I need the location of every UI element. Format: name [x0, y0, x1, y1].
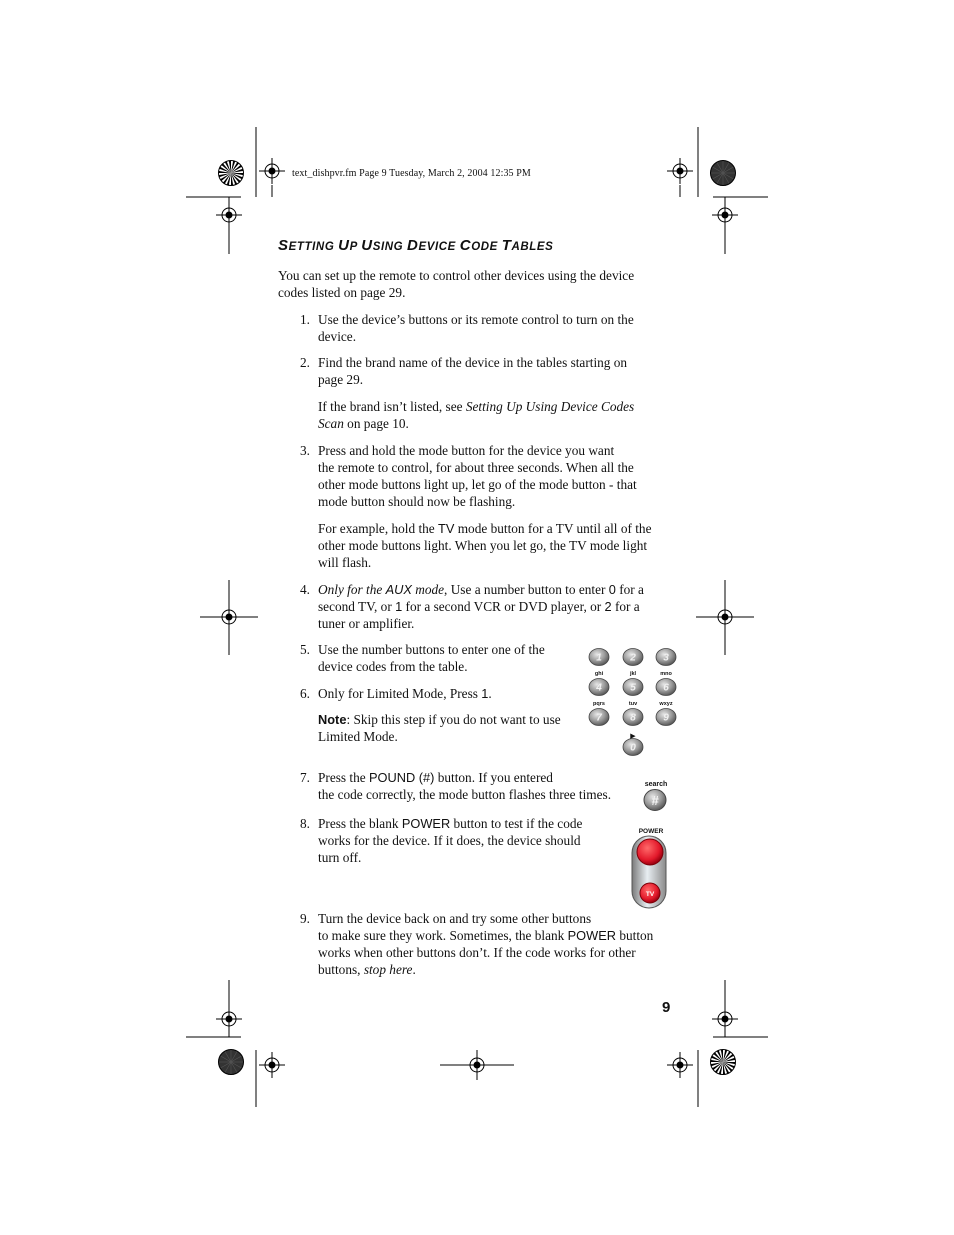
key-letters-wxyz: wxyz	[659, 701, 673, 707]
step-6-note: Note: Skip this step if you do not want to use Limited Mode.	[318, 712, 561, 744]
step-7-text: Press the POUND (#) button. If you entered the code correctly, the mode button flashes three times.	[318, 770, 612, 802]
solid-target-mark	[219, 1050, 244, 1075]
note-label: Note	[318, 712, 347, 727]
key-9-label: 9	[663, 712, 669, 724]
tv-label: TV	[645, 891, 655, 898]
step-6-text: Only for Limited Mode, Press 1.	[318, 686, 492, 701]
step-7-number: 7.	[300, 770, 310, 785]
registration-mark	[216, 202, 242, 228]
pound-symbol: #	[651, 793, 659, 808]
registration-mark	[667, 1052, 693, 1078]
key-letters-pqrs: pqrs	[593, 701, 605, 707]
registration-mark	[712, 1006, 738, 1032]
registration-mark	[216, 1006, 242, 1032]
key-6-label: 6	[663, 682, 669, 694]
step-3-example: For example, hold the TV mode button for a TV until all of the other mode buttons light. When you let go, the TV mode light will flash.	[318, 521, 652, 570]
star-target-mark	[711, 1050, 736, 1075]
search-label: search	[644, 781, 668, 788]
key-3-label: 3	[663, 652, 669, 664]
section-title: SETTING UP USING DEVICE CODE TABLES	[278, 237, 554, 254]
play-icon: ▶	[630, 732, 636, 740]
registration-mark	[259, 1052, 285, 1078]
key-7-label: 7	[596, 712, 602, 724]
step-6-number: 6.	[300, 686, 310, 701]
step-3-number: 3.	[300, 443, 310, 458]
key-letters-ghi: ghi	[594, 671, 604, 677]
step-2-number: 2.	[300, 355, 310, 370]
key-4-label: 4	[596, 682, 602, 694]
step-4-number: 4.	[300, 582, 310, 597]
step-1-text: Use the device’s buttons or its remote control to turn on the device.	[318, 312, 634, 344]
key-1-label: 1	[596, 652, 602, 664]
solid-target-mark	[711, 161, 736, 186]
key-0-label: 0	[630, 742, 636, 754]
step-2-note: If the brand isn’t listed, see Setting Up Using Device Codes Scan on page 10.	[318, 399, 635, 431]
file-header: text_dishpvr.fm Page 9 Tuesday, March 2, 2004 12:35 PM	[292, 168, 531, 179]
star-target-mark	[219, 161, 244, 186]
step-3-text: Press and hold the mode button for the device you want the remote to control, for about three seconds. When all the other mode buttons light up, let go of the mode button - that mode button should now be flashing.	[318, 443, 637, 509]
intro-paragraph: You can set up the remote to control other devices using the device codes listed on page 29.	[278, 268, 635, 300]
title-cap: S	[278, 237, 289, 254]
page-number: 9	[662, 999, 671, 1016]
step-1-number: 1.	[300, 312, 310, 327]
key-2-label: 2	[630, 652, 636, 664]
key-letters-mno: mno	[660, 671, 672, 677]
step-9-number: 9.	[300, 911, 310, 926]
step-2-text: Find the brand name of the device in the tables starting on page 29.	[318, 355, 628, 387]
step-8-text: Press the blank POWER button to test if the code works for the device. If it does, the device should turn off.	[318, 816, 583, 865]
registration-mark	[712, 202, 738, 228]
registration-mark	[259, 158, 285, 184]
step-9-text: Turn the device back on and try some other buttons to make sure they work. Sometimes, the blank POWER button works when other buttons don’t. If the code works for other buttons, stop here.	[318, 911, 654, 977]
step-4-text: Only for the AUX mode, Use a number button to enter 0 for a second TV, or 1 for a second VCR or DVD player, or 2 for a tuner or amplifier.	[318, 582, 644, 631]
key-letters-jkl: jkl	[629, 671, 637, 677]
step-5-number: 5.	[300, 642, 310, 657]
key-8-label: 8	[630, 712, 636, 724]
registration-mark	[667, 158, 693, 184]
key-5-label: 5	[630, 682, 636, 694]
power-label: POWER	[638, 828, 664, 835]
key-letters-tuv: tuv	[628, 701, 638, 707]
step-8-number: 8.	[300, 816, 310, 831]
step-5-text: Use the number buttons to enter one of the device codes from the table.	[318, 642, 545, 674]
